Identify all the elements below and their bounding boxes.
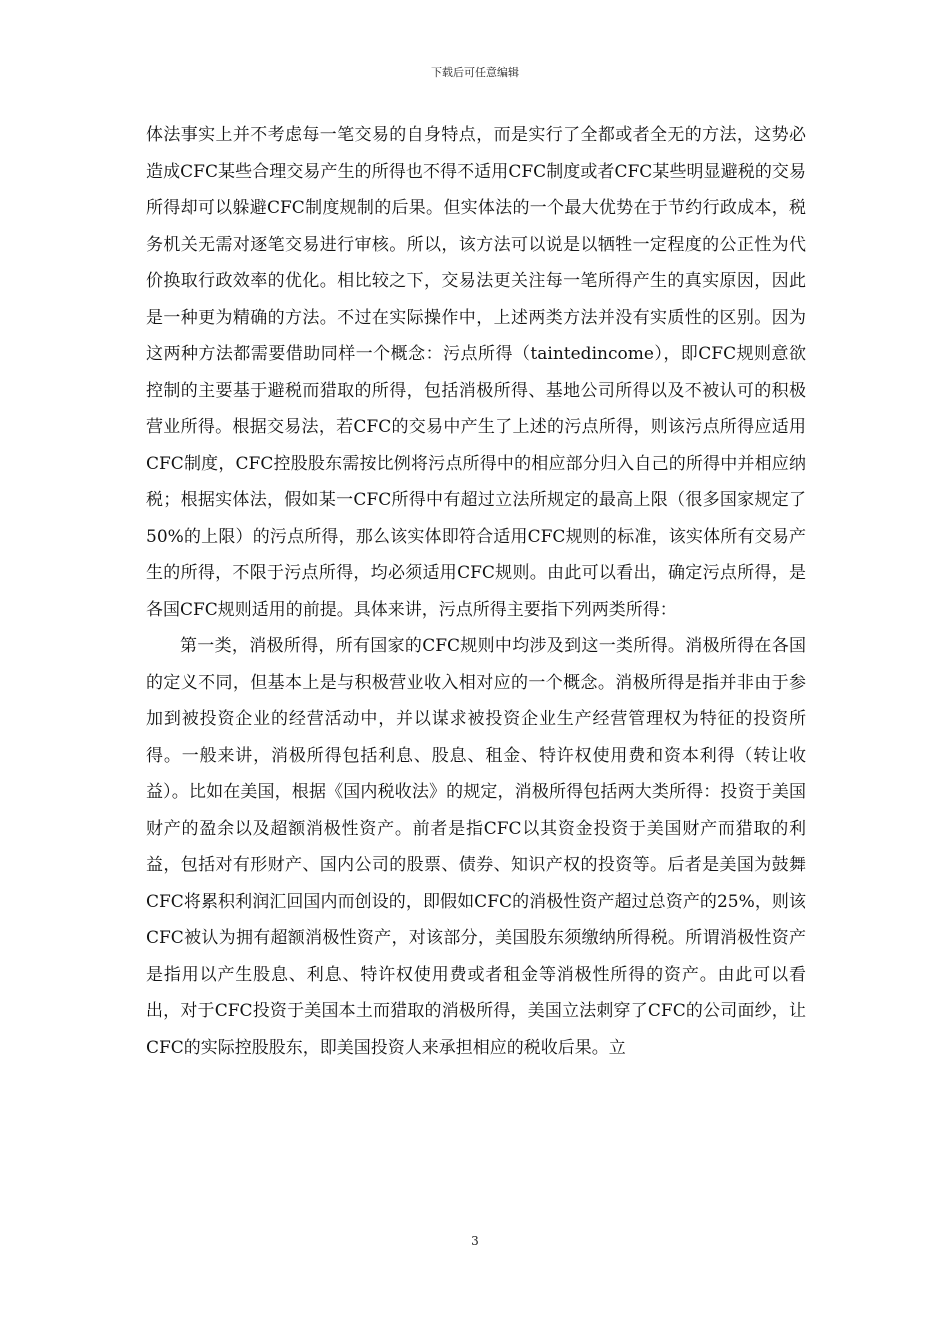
paragraph-2: 第一类，消极所得，所有国家的CFC规则中均涉及到这一类所得。消极所得在各国的定义不同，但基本上是与积极营业收入相对应的一个概念。消极所得是指并非由于参加到被投资企业的经营活动中，并以谋求被投资企业生产经营管理权为特征的投资所得。一般来讲，消极所得包括利息、股息、租金、特许权使用费和资本利得（转让收益）。比如在美国，根据《国内税收法》的规定，消极所得包括两大类所得：投资于美国财产的盈余以及超额消极性资产。前者是指CFC以其资金投资于美国财产而猎取的利益，包括对有形财产、国内公司的股票、债券、知识产权的投资等。后者是美国为鼓舞CFC将累积利润汇回国内而创设的，即假如CFC的消极性资产超过总资产的25%，则该CFC被认为拥有超额消极性资产，对该部分，美国股东须缴纳所得税。所谓消极性资产是指用以产生股息、利息、特许权使用费或者租金等消极性所得的资产。由此可以看出，对于CFC投资于美国本土而猎取的消极所得，美国立法刺穿了CFC的公司面纱，让CFC的实际控股股东，即美国投资人来承担相应的税收后果。立: [146, 636, 806, 1058]
page-header: 下载后可任意编辑: [431, 66, 519, 79]
page-number: 3: [471, 1234, 479, 1248]
document-body: [146, 117, 806, 1066]
paragraph-1: 体法事实上并不考虑每一笔交易的自身特点，而是实行了全都或者全无的方法，这势必造成CFC某些合理交易产生的所得也不得不适用CFC制度或者CFC某些明显避税的交易所得却可以躲避CFC制度规制的后果。但实体法的一个最大优势在于节约行政成本，税务机关无需对逐笔交易进行审核。所以，该方法可以说是以牺牲一定程度的公正性为代价换取行政效率的优化。相比较之下，交易法更关注每一笔所得产生的真实原因，因此是一种更为精确的方法。不过在实际操作中，上述两类方法并没有实质性的区别。因为这两种方法都需要借助同样一个概念：污点所得（taintedincome），即CFC规则意欲控制的主要基于避税而猎取的所得，包括消极所得、基地公司所得以及不被认可的积极营业所得。根据交易法，若CFC的交易中产生了上述的污点所得，则该污点所得应适用CFC制度，CFC控股股东需按比例将污点所得中的相应部分归入自己的所得中并相应纳税；根据实体法，假如某一CFC所得中有超过立法所规定的最高上限（很多国家规定了50%的上限）的污点所得，那么该实体即符合适用CFC规则的标准，该实体所有交易产生的所得，不限于污点所得，均必须适用CFC规则。由此可以看出，确定污点所得，是各国CFC规则适用的前提。具体来讲，污点所得主要指下列两类所得：: [146, 125, 806, 620]
